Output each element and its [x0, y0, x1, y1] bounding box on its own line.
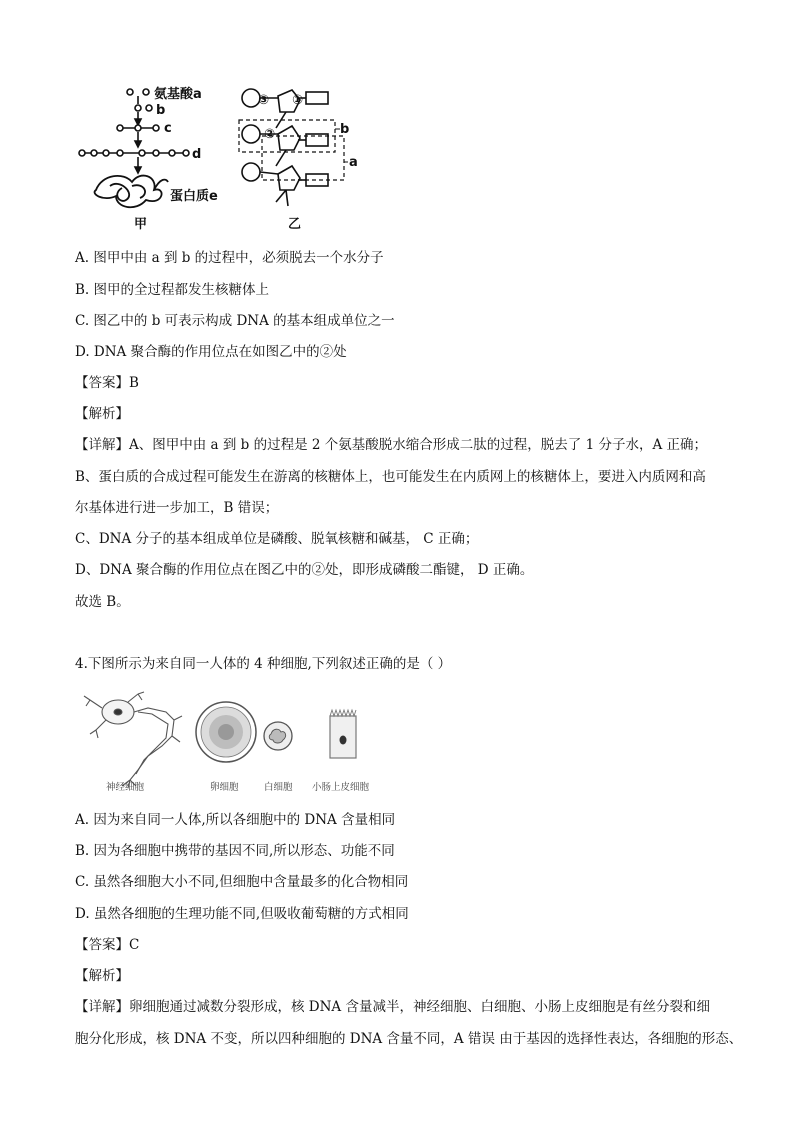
q4-analysis-line: 【详解】卵细胞通过减数分裂形成，核 DNA 含量减半，神经细胞、白细胞、小肠上皮细胞是有丝分裂和细	[75, 999, 710, 1015]
q3-option-c: C. 图乙中的 b 可表示构成 DNA 的基本组成单位之一	[75, 313, 395, 329]
cell-label-neuron: 神经细胞	[106, 782, 145, 793]
q3-analysis-title: 【解析】	[75, 406, 129, 422]
fig-yi-label-3: ③	[258, 93, 270, 108]
fig-yi-label-1: ①	[292, 93, 304, 108]
fig-jia-caption: 甲	[134, 217, 148, 232]
q3-option-d: D. DNA 聚合酶的作用位点在如图乙中的②处	[75, 344, 347, 360]
q4-option-b: B. 因为各细胞中携带的基因不同,所以形态、功能不同	[75, 843, 395, 859]
white-blood-cell-icon	[264, 722, 292, 750]
q4-analysis-title: 【解析】	[75, 968, 129, 984]
q4-question: 4.下图所示为来自同一人体的 4 种细胞,下列叙述正确的是（ ）	[75, 656, 452, 672]
q3-analysis-line: 【详解】A、图甲中由 a 到 b 的过程是 2 个氨基酸脱水缩合形成二肽的过程，脱去了 1 分子水，A 正确；	[75, 437, 707, 453]
cells-figure	[78, 690, 388, 798]
egg-cell-icon	[196, 702, 256, 762]
fig-yi-caption: 乙	[288, 217, 302, 232]
fig-jia-label-b: b	[156, 103, 166, 118]
q4-answer: 【答案】C	[75, 937, 140, 953]
fig-yi-label-2: ②	[264, 127, 276, 142]
fig-jia-label-e: 蛋白质e	[170, 189, 218, 204]
cell-label-egg: 卵细胞	[210, 782, 239, 793]
figure-jia	[76, 82, 226, 234]
cell-label-white-blood: 白细胞	[264, 782, 293, 793]
q4-option-c: C. 虽然各细胞大小不同,但细胞中含量最多的化合物相同	[75, 874, 409, 890]
q3-analysis-line: 尔基体进行进一步加工，B 错误；	[75, 500, 279, 516]
figure-yi	[236, 82, 366, 234]
intestinal-epithelial-cell-icon	[330, 710, 356, 758]
q4-analysis-line: 胞分化形成，核 DNA 不变，所以四种细胞的 DNA 含量不同，A 错误 由于基因的选择性表达，各细胞的形态、	[75, 1031, 743, 1047]
fig-jia-label-c: c	[164, 121, 172, 136]
fig-jia-label-a: 氨基酸a	[154, 87, 202, 102]
q3-analysis-line: 故选 B。	[75, 594, 130, 610]
cell-label-intestinal: 小肠上皮细胞	[312, 782, 370, 793]
fig-yi-label-b: b	[340, 122, 350, 137]
fig-yi-label-a: a	[349, 155, 358, 170]
q3-option-b: B. 图甲的全过程都发生核糖体上	[75, 282, 270, 298]
q3-analysis-line: C、DNA 分子的基本组成单位是磷酸、脱氧核糖和碱基， C 正确；	[75, 531, 479, 547]
fig-jia-label-d: d	[192, 147, 202, 162]
q3-option-a: A. 图甲中由 a 到 b 的过程中，必须脱去一个水分子	[75, 250, 384, 266]
neuron-cell-icon	[84, 692, 182, 788]
q3-answer: 【答案】B	[75, 375, 139, 391]
q4-option-d: D. 虽然各细胞的生理功能不同,但吸收葡萄糖的方式相同	[75, 906, 409, 922]
q3-analysis-line: D、DNA 聚合酶的作用位点在图乙中的②处，即形成磷酸二酯键， D 正确。	[75, 562, 534, 578]
q4-option-a: A. 因为来自同一人体,所以各细胞中的 DNA 含量相同	[75, 812, 396, 828]
q3-analysis-line: B、蛋白质的合成过程可能发生在游离的核糖体上，也可能发生在内质网上的核糖体上，要进入内质网和高	[75, 469, 706, 485]
